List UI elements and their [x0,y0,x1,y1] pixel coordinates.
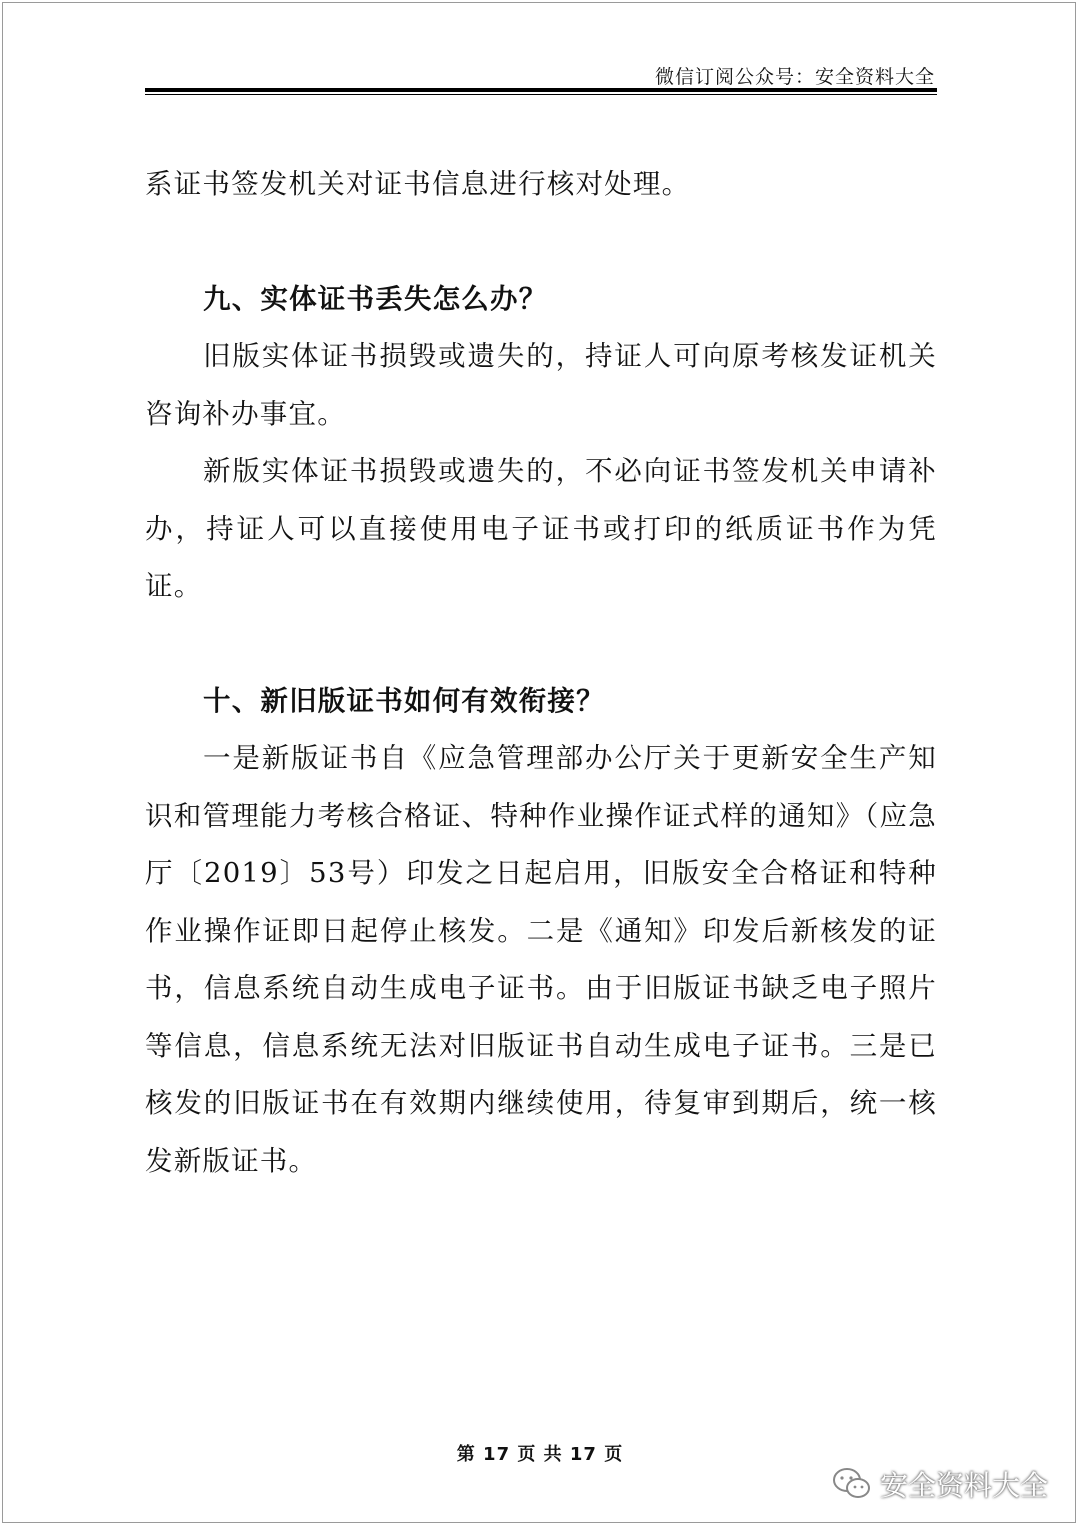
watermark-text: 安全资料大全 [879,1469,1048,1502]
header-rule-thin [145,94,937,95]
page-number: 第 17 页 共 17 页 [456,1444,624,1465]
section-9-paragraph-2: 新版实体证书损毁或遗失的，不必向证书签发机关申请补办，持证人可以直接使用电子证书或打印的纸质证书作为凭证。 [145,455,937,602]
wechat-icon [832,1467,872,1501]
watermark [832,1464,1048,1504]
section-9-paragraph-1: 旧版实体证书损毁或遗失的，持证人可向原考核发证机关咨询补办事宜。 [145,340,937,430]
document-body [145,156,937,1190]
header-rule [145,88,937,92]
section-10-heading: 十、新旧版证书如何有效衔接？ [203,684,605,717]
header-account-text: 微信订阅公众号：安全资料大全 [654,66,935,88]
continuation-paragraph: 系证书签发机关对证书信息进行核对处理。 [145,168,691,200]
section-10-paragraph-1: 一是新版证书自《应急管理部办公厅关于更新安全生产知识和管理能力考核合格证、特种作业操作证式样的通知》（应急厅〔2019〕53号）印发之日起启用，旧版安全合格证和特种作业操作证即日起停止核发。二是《通知》印发后新核发的证书，信息系统自动生成电子证书。由于旧版证书缺乏电子照片等信息，信息系统无法对旧版证书自动生成电子证书。三是已核发的旧版证书在有效期内继续使用，待复审到期后，统一核发新版证书。 [145,742,937,1177]
section-9-heading: 九、实体证书丢失怎么办？ [203,282,548,315]
